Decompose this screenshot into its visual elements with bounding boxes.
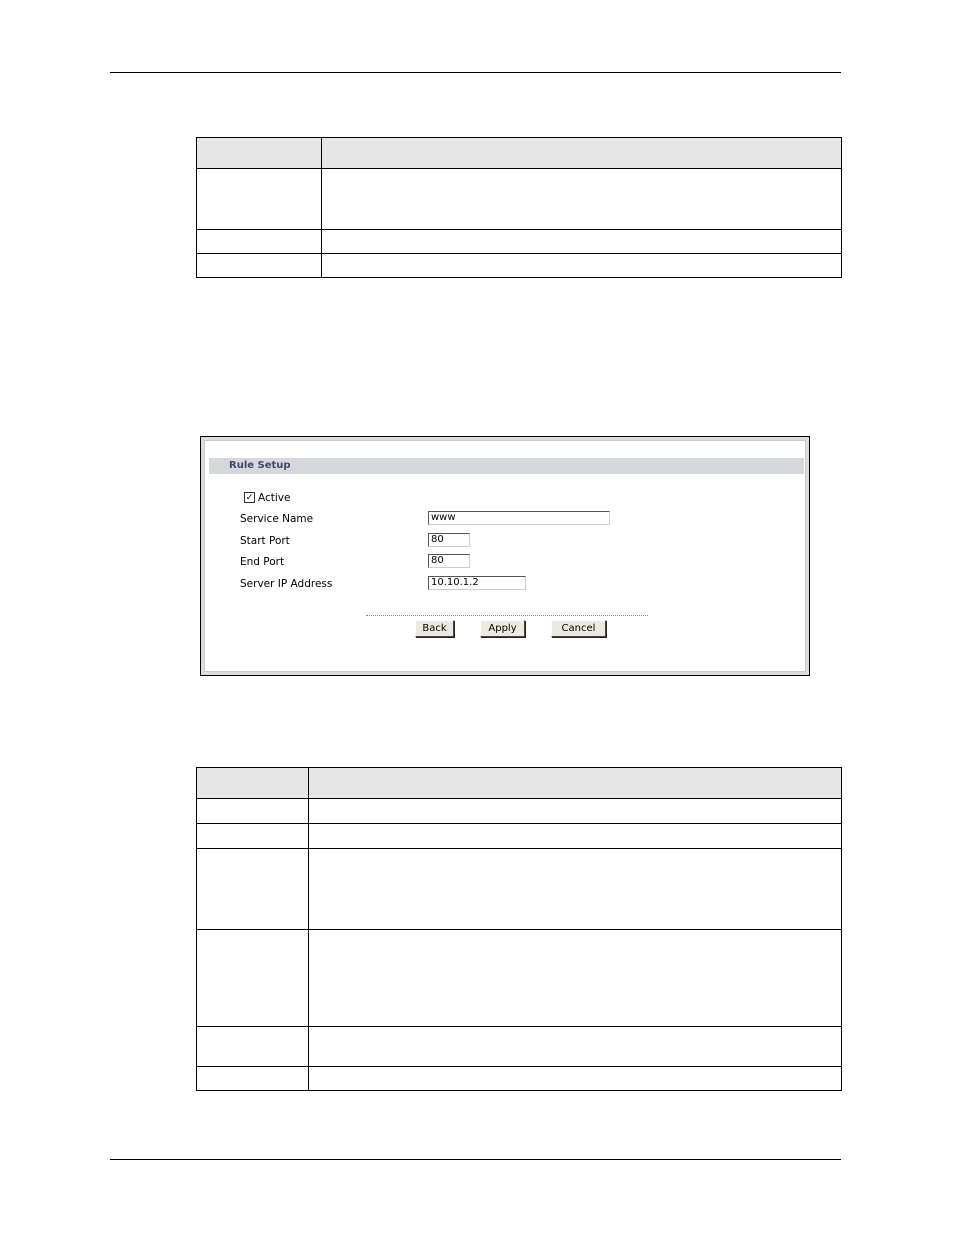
- table-cell: [309, 799, 842, 824]
- table-cell: [309, 930, 842, 1027]
- table-cell: [309, 824, 842, 849]
- table-1-header-cell: [322, 138, 842, 169]
- apply-button[interactable]: Apply: [480, 620, 525, 637]
- table-row: [197, 849, 842, 930]
- table-cell: [197, 1027, 309, 1067]
- table-row: [197, 230, 842, 254]
- table-cell: [322, 230, 842, 254]
- table-cell: [197, 254, 322, 278]
- table-row: [197, 169, 842, 230]
- table-cell: [197, 930, 309, 1027]
- header-rule: [110, 72, 841, 73]
- table-row: [197, 930, 842, 1027]
- rule-setup-panel: [204, 440, 806, 672]
- table-row: [197, 1067, 842, 1091]
- table-cell: [197, 849, 309, 930]
- table-cell: [322, 254, 842, 278]
- start-port-input[interactable]: 80: [428, 533, 470, 547]
- table-2: [196, 767, 842, 1091]
- active-label: Active: [258, 492, 291, 504]
- table-2-header-row: [197, 768, 842, 799]
- rule-setup-screenshot: [200, 436, 810, 676]
- start-port-label: Start Port: [240, 535, 290, 547]
- table-2-header-cell: [197, 768, 309, 799]
- footer-rule: [110, 1159, 841, 1160]
- table-cell: [322, 169, 842, 230]
- table-row: [197, 254, 842, 278]
- active-checkbox[interactable]: ✓: [245, 492, 254, 502]
- table-1-header-row: [197, 138, 842, 169]
- table-row: [197, 1027, 842, 1067]
- table-row: [197, 824, 842, 849]
- service-name-label: Service Name: [240, 513, 314, 525]
- table-2-header-cell: [309, 768, 842, 799]
- table-row: [197, 799, 842, 824]
- form-divider: [366, 615, 648, 616]
- table-cell: [197, 799, 309, 824]
- server-ip-input[interactable]: 10.10.1.2: [428, 576, 526, 590]
- table-1-header-cell: [197, 138, 322, 169]
- table-cell: [197, 824, 309, 849]
- table-cell: [309, 849, 842, 930]
- table-cell: [197, 1067, 309, 1091]
- server-ip-label: Server IP Address: [240, 578, 333, 590]
- cancel-button[interactable]: Cancel: [551, 620, 606, 637]
- service-name-input[interactable]: www: [428, 511, 610, 525]
- table-cell: [197, 169, 322, 230]
- end-port-label: End Port: [240, 556, 285, 568]
- table-cell: [309, 1027, 842, 1067]
- table-1: [196, 137, 842, 278]
- end-port-input[interactable]: 80: [428, 554, 470, 568]
- table-cell: [197, 230, 322, 254]
- table-cell: [309, 1067, 842, 1091]
- back-button[interactable]: Back: [415, 620, 454, 637]
- panel-title: Rule Setup: [209, 458, 804, 474]
